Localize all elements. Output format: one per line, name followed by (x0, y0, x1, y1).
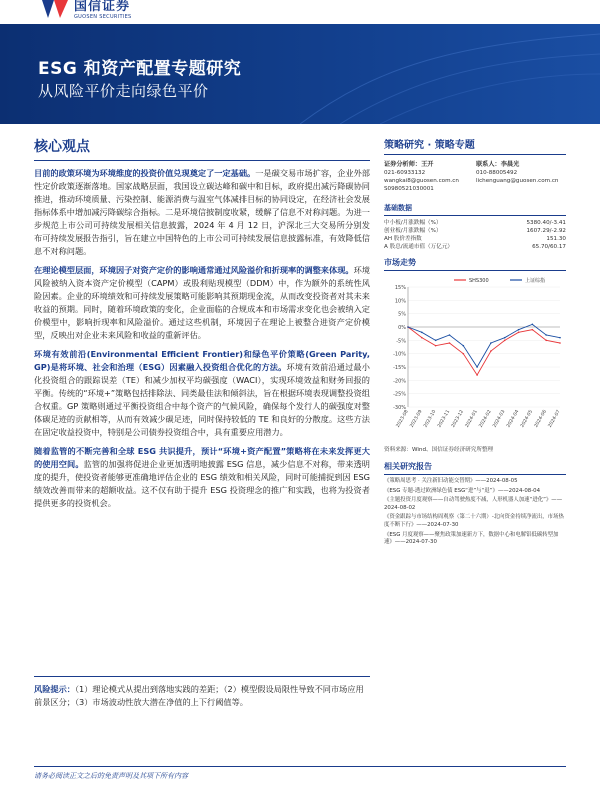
analyst-info (384, 161, 566, 193)
related-report-item[interactable]: 《策略周思考 · 关注新旧动能交替期》——2024-08-05 (384, 478, 518, 484)
core-views-section (34, 136, 370, 516)
market-row (384, 227, 566, 235)
series-line (408, 327, 560, 375)
data-point (462, 345, 464, 347)
risk-text: （1）理论模式从提出到落地实践的差距；（2）模型假设局限性导致不同市场应用前景区分；（3）市场波动性放大潜在净值的上下行阈值等。 (34, 684, 364, 707)
core-paragraph (34, 445, 370, 510)
market-value: 65.70/60.17 (532, 244, 566, 250)
data-point (504, 340, 506, 342)
related-report-item[interactable]: 《资金跟踪与市场结构周观察（第二十六期）-北向资金持续净流出，市场热度不断下行》——2024-07-30 (384, 514, 564, 528)
analyst-name: 李晨光 (500, 161, 520, 168)
paragraph-body: 环境风险被纳入资本资产定价模型（CAPM）或股利贴现模型（DDM）中，作为额外的系统性风险因素。企业的环境绩效和可持续发展策略可能影响其预期现金流，从而改变投资者对其未来收益的预期。同时，随着环境政策的变化，企业面临的合规成本和市场需求变化也会被纳入定价模型中，影响折现率和风险溢价。通过这些机制，环境因子在理论上被整合进资产定价模型，反映出对企业未来风险和收益的重新评估。 (34, 265, 370, 340)
core-views-heading: 核心观点 (34, 136, 370, 161)
brand-name: 国信证券 (74, 0, 131, 14)
paragraph-body: 环境有效前沿通过最小化投资组合的跟踪误差（TE）和减少加权平均碳强度（WACI），实现环境效益和财务回报的平衡。传统的“环境+”策略包括排除法、同类最佳法和倾斜法，旨在根据环境表现调整投资组合权重。GP 策略则通过平衡投资组合中每个资产的气候风险，确保每个发行人的碳强度对整体碳足迹的贡献相等，从而有效减少碳足迹，同时保持较低的 TE 和良好的分散度。这些方法在固定收益投资中，特别是公司债券投资组合中，具有重要应用潜力。 (34, 362, 370, 437)
data-point (476, 374, 478, 376)
x-tick-label: 2024-01 (464, 409, 479, 429)
market-data-heading: 基础数据 (384, 203, 566, 216)
market-value: 5380.40/-3.41 (526, 220, 566, 226)
y-tick-label: 5% (398, 311, 406, 318)
y-tick-label: -20% (393, 378, 406, 385)
data-point (545, 334, 547, 336)
data-point (449, 334, 451, 336)
data-point (435, 345, 437, 347)
report-title: ESG 和资产配置专题研究 (38, 59, 242, 79)
market-row (384, 243, 566, 251)
market-label: 中小板/月涨跌幅（%） (384, 220, 442, 226)
chart-heading: 市场走势 (384, 257, 566, 271)
data-point (532, 324, 534, 326)
analyst-phone: 021-60933132 (384, 170, 426, 176)
market-label: A 股总/流通市值（万亿元） (384, 244, 454, 250)
y-tick-label: 15% (394, 285, 406, 291)
market-row (384, 219, 566, 227)
market-label: AH 股价差指数 (384, 236, 422, 242)
guosen-logo-icon (40, 0, 70, 20)
core-paragraph (34, 167, 370, 258)
data-point (545, 340, 547, 342)
report-category: 策略研究 · 策略专题 (384, 136, 566, 155)
report-subtitle: 从风险平价走向绿色平价 (38, 82, 209, 100)
paragraph-lead: 环境有效前沿(Environmental Efficient Frontier)和绿色平价策略(Green Parity, GP)是将环境、社会和治理（ESG）因素融入投资组合优化的方法。 (34, 349, 370, 372)
data-point (559, 337, 561, 339)
title-banner (0, 24, 600, 124)
disclaimer-footer: 请务必阅读正文之后的免责声明及其项下所有内容 (34, 772, 188, 780)
analyst-role: 证券分析师： (384, 161, 422, 168)
legend-label: 上证综指 (525, 278, 546, 284)
x-tick-label: 2024-04 (506, 409, 521, 429)
y-tick-label: -30% (393, 405, 406, 411)
brand-logo (40, 0, 132, 20)
market-value: 1607.29/-2.92 (526, 228, 566, 234)
sidebar (384, 136, 566, 549)
data-point (518, 332, 520, 334)
data-point (532, 329, 534, 331)
x-tick-label: 2023-08 (395, 409, 410, 429)
analyst-name: 王开 (421, 161, 434, 168)
x-tick-label: 2024-07 (547, 409, 562, 429)
risk-label: 风险提示： (34, 684, 75, 694)
data-point (504, 337, 506, 339)
paragraph-body: 监管的加强将促进企业更加透明地披露 ESG 信息，减少信息不对称，带来透明度的提升，使投资者能够更准确地评估企业的 ESG 绩效和相关风险，同时可能捕捉到因 ESG 绩效改善而带来的超额收益。这不仅有助于提升 ESG 投资理念的推广和实践，也将为投资者提供更多的投资机会。 (34, 459, 370, 508)
market-row (384, 235, 566, 243)
series-line (408, 324, 560, 367)
y-tick-label: 10% (394, 298, 406, 305)
core-paragraph (34, 264, 370, 342)
data-point (490, 342, 492, 344)
market-value: 151.30 (546, 236, 566, 242)
analyst-email[interactable]: wangkai8@guosen.com.cn (384, 178, 459, 184)
y-tick-label: -15% (393, 365, 406, 371)
y-tick-label: -5% (396, 338, 406, 345)
core-paragraph (34, 348, 370, 439)
analyst-email[interactable]: lichenguang@guosen.com.cn (476, 178, 559, 184)
footer-divider (34, 766, 566, 767)
data-point (462, 353, 464, 355)
paragraph-lead: 随着监管的不断完善和全球 ESG 共识提升，预计“环境+资产配置”策略将在未来发挥更大的使用空间。 (34, 446, 370, 469)
x-tick-label: 2024-05 (520, 409, 535, 429)
brand-name-en: GUOSEN SECURITIES (74, 14, 132, 20)
chart-source: 资料来源：Wind、国信证券经济研究所整理 (384, 447, 494, 453)
analyst-cert: S0980521030001 (384, 186, 434, 192)
analyst-role: 联系人： (476, 161, 501, 168)
x-tick-label: 2023-10 (423, 409, 438, 429)
x-tick-label: 2024-06 (533, 409, 548, 429)
y-tick-label: -10% (393, 351, 406, 358)
data-point (449, 342, 451, 344)
data-point (476, 366, 478, 368)
x-tick-label: 2023-11 (437, 409, 452, 429)
data-point (421, 332, 423, 334)
analyst-phone: 010-88005492 (476, 170, 518, 176)
market-label: 创业板/月涨跌幅（%） (384, 228, 442, 234)
data-point (518, 329, 520, 331)
related-report-item[interactable]: 《主题投资月度观察——自动驾驶热度不减，人形机器人加速“进化”》——2024-08-02 (384, 497, 563, 511)
market-data-table (384, 219, 566, 251)
market-trend-chart (384, 271, 566, 439)
x-tick-label: 2023-12 (451, 409, 466, 429)
y-tick-label: 0% (398, 325, 406, 331)
related-reports-heading: 相关研究报告 (384, 461, 566, 475)
related-reports-list (384, 478, 566, 547)
related-report-item[interactable]: 《ESG 月度观察——聚焦政策加速新方下，数据中心和电解铝低碳转型加速》——2024-07-30 (384, 531, 559, 546)
logo-area (0, 0, 600, 24)
data-point (559, 342, 561, 344)
analyst-card (384, 161, 474, 193)
x-tick-label: 2023-09 (409, 409, 424, 429)
paragraph-body: 一是碳交易市场扩容，企业外部性定价政策逐渐落地。国家战略层面，我国设立碳达峰和碳中和目标，政府提出减污降碳协同推进，推动环境质量、污染控制、能源消费与温室气体减排目标的协同设定，在经济社会发展指标体系中增加减污降碳综合指标。二是环境信披制度收紧，缓解了信息不对称问题。为进一步规范上市公司可持续发展相关信息披露，2024 年 4 月 12 日，沪深北三大交易所分别发布可持续发展报告指引，旨在建立中国特色的上市公司可持续发展信息披露标准，有效降低信息不对称问题。 (34, 168, 370, 256)
legend-label: SHS300 (469, 278, 489, 284)
paragraph-lead: 目前的政策环境为环境维度的投资价值兑现奠定了一定基础。 (34, 168, 256, 178)
data-point (435, 340, 437, 342)
x-tick-label: 2024-03 (492, 409, 507, 429)
paragraph-lead: 在理论模型层面，环境因子对资产定价的影响通常通过风险溢价和折现率的调整来体现。 (34, 265, 354, 275)
data-point (421, 337, 423, 339)
analyst-card (476, 161, 566, 193)
x-tick-label: 2024-02 (478, 409, 493, 429)
related-report-item[interactable]: 《ESG 专题-透过欧洲绿色债 ESG“进”与“退”》——2024-08-04 (384, 487, 541, 494)
data-point (490, 350, 492, 352)
risk-warning (34, 676, 370, 709)
data-point (407, 326, 409, 328)
y-tick-label: -25% (393, 391, 406, 398)
